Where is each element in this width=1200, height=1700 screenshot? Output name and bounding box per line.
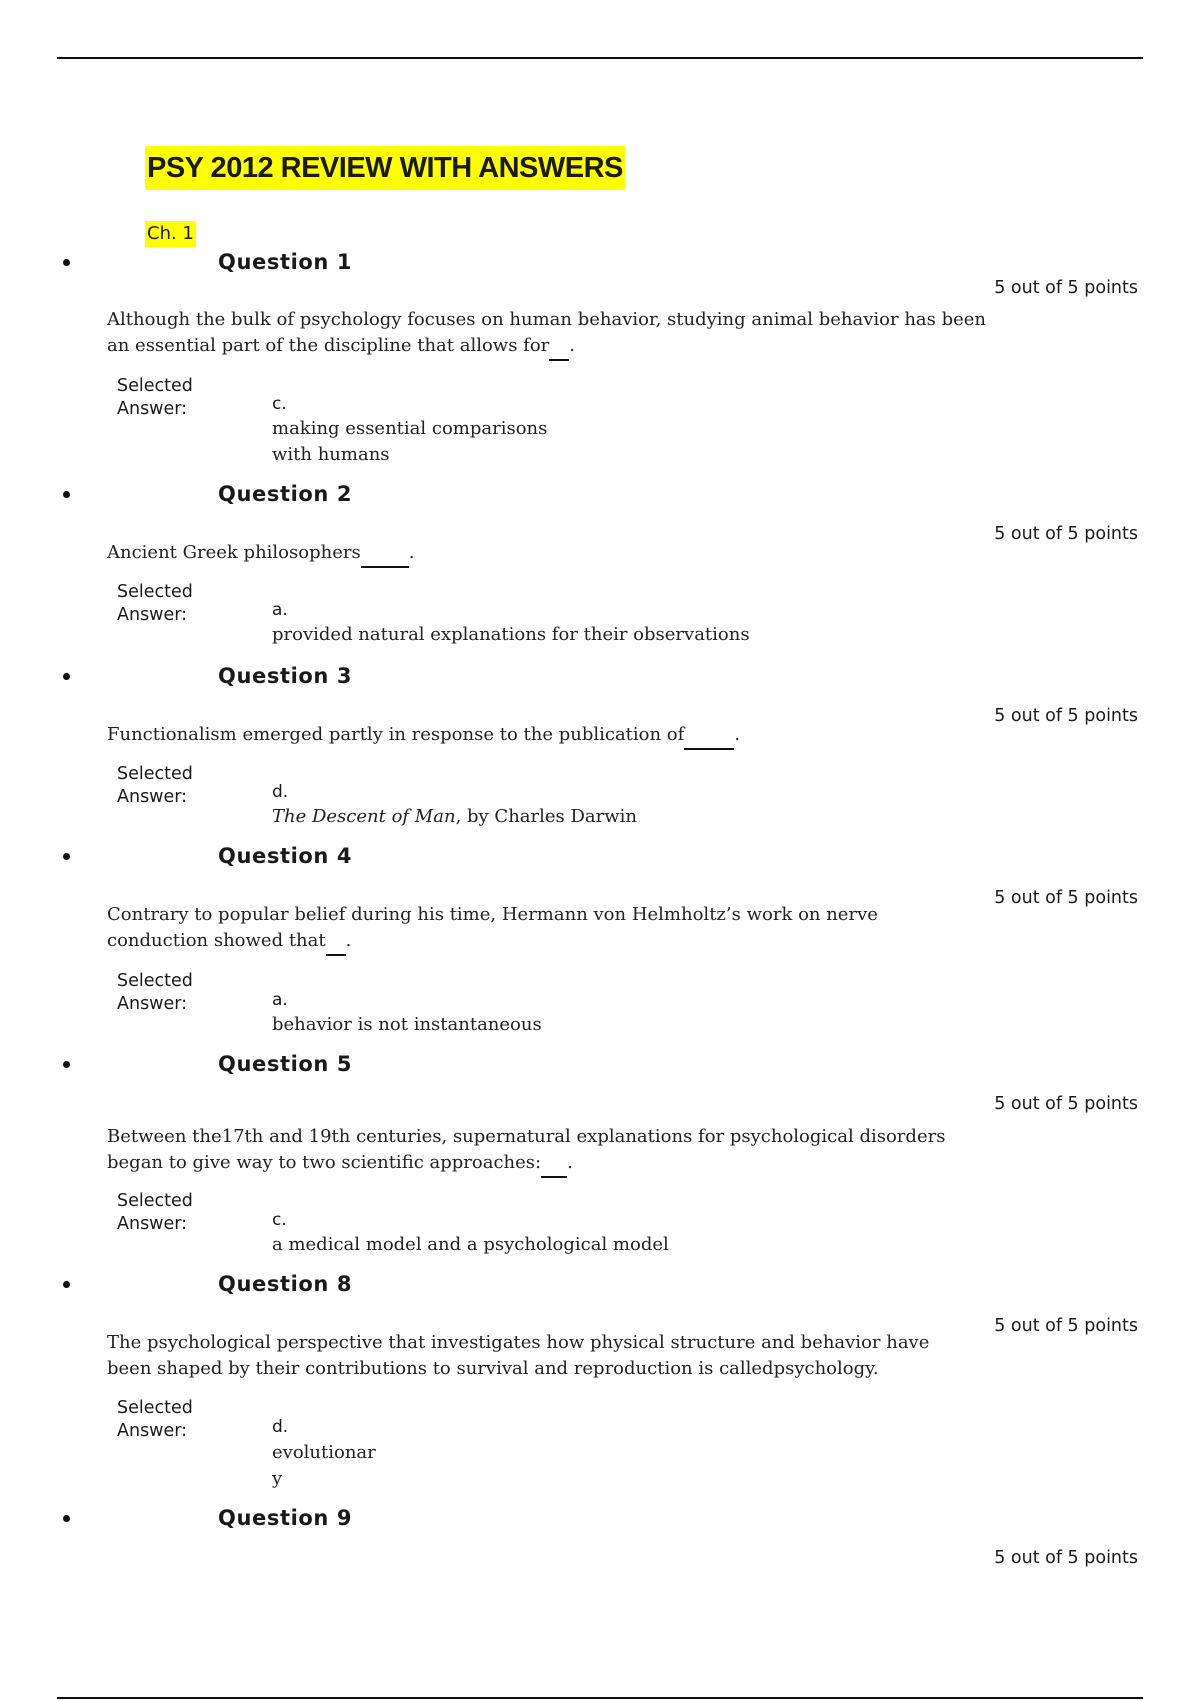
question-heading: Question 9 xyxy=(218,1506,353,1530)
points-score: 5 out of 5 points xyxy=(994,706,1138,726)
points-score: 5 out of 5 points xyxy=(994,278,1138,298)
answer-letter: a. xyxy=(272,990,288,1010)
question-text: Between the17th and 19th centuries, supernatural explanations for psychological disorders began to give way to two scientific approaches: . xyxy=(107,1124,987,1176)
question-text: Contrary to popular belief during his time, Hermann von Helmholtz’s work on nerve conduction showed that . xyxy=(107,902,887,954)
selected-answer-label: Selected Answer: xyxy=(117,582,193,625)
points-score: 5 out of 5 points xyxy=(994,888,1138,908)
bullet-icon xyxy=(63,853,70,860)
bullet-icon xyxy=(63,1061,70,1068)
bullet-icon xyxy=(63,673,70,680)
question-heading: Question 5 xyxy=(218,1052,353,1076)
question-text: Although the bulk of psychology focuses on human behavior, studying animal behavior has been an essential part of the discipline that allows for . xyxy=(107,307,987,359)
top-rule xyxy=(57,57,1143,59)
answer-text: behavior is not instantaneous xyxy=(272,1014,542,1035)
question-text: The psychological perspective that investigates how physical structure and behavior have been shaped by their contributions to survival and reproduction is calledpsychology. xyxy=(107,1332,930,1379)
chapter-label: Ch. 1 xyxy=(145,221,196,247)
points-score: 5 out of 5 points xyxy=(994,1548,1138,1568)
document-title: PSY 2012 REVIEW WITH ANSWERS xyxy=(145,146,625,190)
answer-letter: a. xyxy=(272,600,288,620)
question-text: Ancient Greek philosophers . xyxy=(107,540,987,566)
bullet-icon xyxy=(63,1281,70,1288)
question-heading: Question 4 xyxy=(218,844,353,868)
question-text: Functionalism emerged partly in response to the publication of . xyxy=(107,722,987,748)
points-score: 5 out of 5 points xyxy=(994,1316,1138,1336)
answer-text: making essential comparisons with humans xyxy=(272,418,548,465)
question-heading: Question 1 xyxy=(218,250,353,274)
answer-text: a medical model and a psychological model xyxy=(272,1234,669,1255)
selected-answer-label: Selected Answer: xyxy=(117,764,193,807)
bullet-icon xyxy=(63,491,70,498)
question-heading: Question 3 xyxy=(218,664,353,688)
bullet-icon xyxy=(63,1515,70,1522)
answer-text: provided natural explanations for their observations xyxy=(272,624,750,645)
selected-answer-label: Selected Answer: xyxy=(117,1191,193,1234)
answer-text: evolutionary xyxy=(272,1442,376,1489)
points-score: 5 out of 5 points xyxy=(994,524,1138,544)
question-heading: Question 8 xyxy=(218,1272,353,1296)
answer-text: The Descent of Man, by Charles Darwin xyxy=(272,806,638,827)
answer-letter: d. xyxy=(272,782,289,802)
answer-letter: d. xyxy=(272,1417,289,1437)
selected-answer-label: Selected Answer: xyxy=(117,971,193,1014)
selected-answer-label: Selected Answer: xyxy=(117,1398,193,1441)
selected-answer-label: Selected Answer: xyxy=(117,376,193,419)
points-score: 5 out of 5 points xyxy=(994,1094,1138,1114)
question-heading: Question 2 xyxy=(218,482,353,506)
bullet-icon xyxy=(63,259,70,266)
bottom-rule xyxy=(57,1697,1143,1699)
answer-letter: c. xyxy=(272,394,287,414)
answer-letter: c. xyxy=(272,1210,287,1230)
